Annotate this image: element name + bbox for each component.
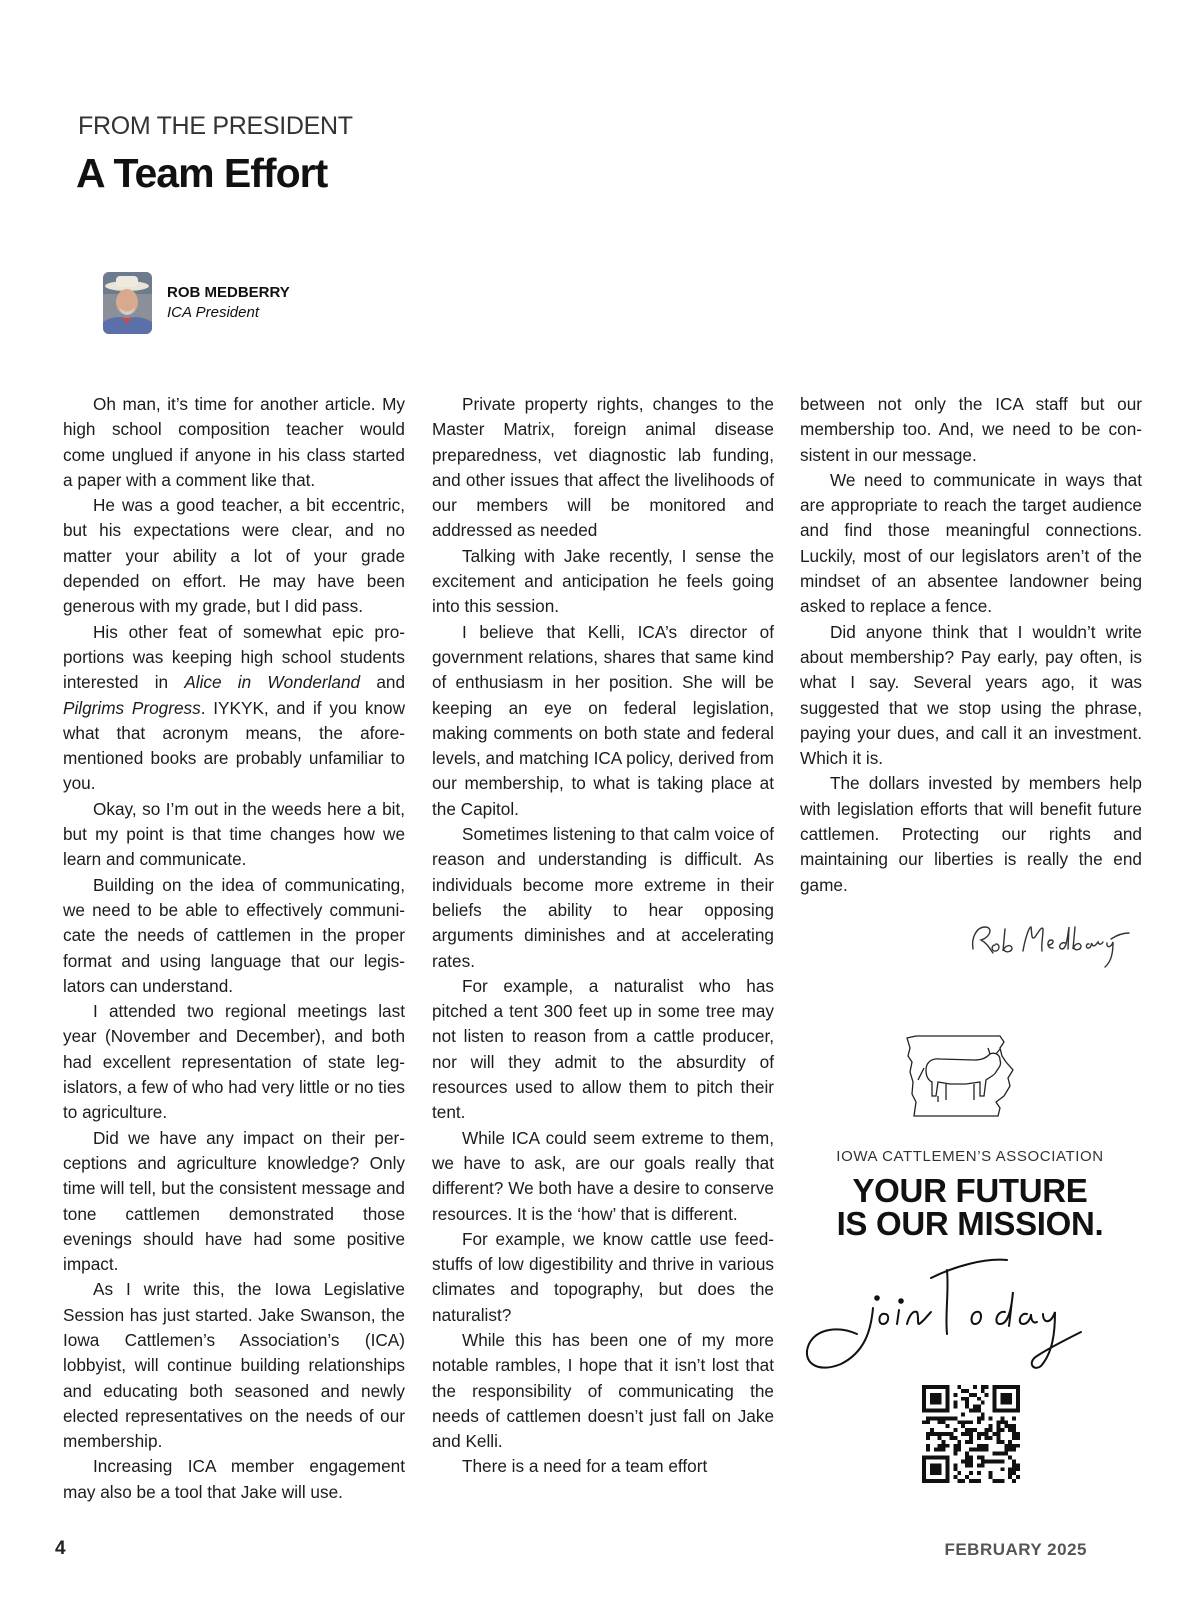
paragraph: We need to communicate in ways that are appropriate to reach the target audience and find those meaningful connections. Luckily, most of our legislators aren’t of the mindset of an absentee landowner being asked to replace a fence. [800,469,1142,617]
paragraph: The dollars invested by members help with legislation efforts that will benefit future cattlemen. Protecting our rights and maintaining our liberties is really the end game. [800,773,1142,895]
paragraph: Did anyone think that I wouldn’t write about membership? Pay early, pay often, is what I say. Several years ago, it was suggested that we stop using the phrase, paying your dues, and call it an investment. Which it is. [800,621,1142,769]
book-title: Pilgrims Progress [63,697,201,718]
paragraph: Talking with Jake recently, I sense the excitement and anticipation he feels going into this session. [432,545,774,617]
ad-slogan [795,1174,1145,1240]
page-number: 4 [55,1538,66,1559]
byline [103,272,290,334]
author-name: ROB MEDBERRY [167,284,290,301]
paragraph: Increasing ICA member engagement may also be a tool that Jake will use. [63,1456,405,1502]
paragraph: His other feat of somewhat epic proportions was keeping high school students interested in Alice in Wonderland and Pilgrims Progress. IYKYK, and if you know what that acronym means, the aforementioned books are probably unfamiliar to you. [63,621,405,794]
paragraph: While this has been one of my more notable rambles, I hope that it isn’t lost that the responsibility of communicating the needs of cattlemen doesn’t just fall on Jake and Kelli. [432,1329,774,1452]
author-signature [965,915,1135,980]
ad-slogan-line: IS OUR MISSION. [836,1205,1104,1242]
paragraph: There is a need for a team effort [462,1456,708,1477]
paragraph: Did we have any impact on their perceptions and agriculture knowledge? Only time will tell, but the consistent message and tone cattlemen demonstrated those evenings should have had some positive impact. [63,1127,405,1275]
article-title: A Team Effort [76,150,328,196]
article-column-1 [63,392,405,1505]
paragraph: between not only the ICA staff but our membership too. And, we need to be consistent in our message. [800,394,1142,465]
paragraph: I attended two regional meetings last year (November and December), and both had excellent representation of state legislators, a few of who had very little or no ties to agriculture. [63,1001,405,1123]
paragraph: Private property rights, changes to the Master Matrix, foreign animal disease preparedness, vet diagnostic lab funding, and other issues that affect the livelihoods of our members will be monitored and addressed as needed [432,394,774,541]
paragraph: I believe that Kelli, ICA’s director of government relations, shares that same kind of enthusiasm in her position. She will be keeping an eye on federal legislation, making comments on both state and federal levels, and matching ICA policy, derived from our membership, to what is taking place at the Capitol. [432,621,774,819]
paragraph: Sometimes listening to that calm voice of reason and understanding is difficult. As individuals become more extreme in their beliefs the ability to hear opposing arguments diminishes and at accelerating rates. [432,824,774,971]
ad-organization: IOWA CATTLEMEN’S ASSOCIATION [836,1148,1104,1165]
section-kicker: FROM THE PRESIDENT [78,112,353,140]
author-role: ICA President [167,304,259,321]
paragraph: Oh man, it’s time for another article. My high school composition teacher would come unglued if anyone in his class started a paper with a comment like that. [63,394,405,490]
qr-code [922,1385,1020,1488]
issue-date: FEBRUARY 2025 [944,1540,1087,1559]
paragraph: Building on the idea of communicating, we need to be able to effectively communicate the needs of cattlemen in the proper format and using language that our legislators can understand. [63,874,405,996]
join-today-script [795,1252,1095,1382]
paragraph: As I write this, the Iowa Legislative Session has just started. Jake Swanson, the Iowa Cattlemen’s Association’s (ICA) lobbyist, will continue building relationships and educating both seasoned and newly elected representatives on the needs of our membership. [63,1279,405,1452]
paragraph: For example, a naturalist who has pitched a tent 300 feet up in some tree may not listen to reason from a cattle producer, nor will they admit to the absurdity of resources used to allow them to pitch their tent. [432,975,774,1123]
avatar [103,272,152,334]
paragraph: Okay, so I’m out in the weeds here a bit, but my point is that time changes how we learn and communicate. [63,798,405,870]
paragraph: While ICA could seem extreme to them, we have to ask, are our goals really that different? We both have a desire to conserve resources. It is the ‘how’ that is different. [432,1127,774,1224]
paragraph: For example, we know cattle use feedstuffs of low digestibility and thrive in various climates and topography, but does the naturalist? [432,1228,774,1325]
paragraph: He was a good teacher, a bit eccentric, but his expectations were clear, and no matter your ability a lot of your grade depended on effort. He may have been generous with my grade, but I did pass. [63,495,405,617]
ad-slogan-line: YOUR FUTURE [852,1172,1088,1209]
book-title: Alice in Wonderland [184,672,361,693]
article-column-3 [800,392,1142,898]
iowa-map-cow-logo [904,1032,1016,1127]
article-column-2 [432,392,774,1480]
